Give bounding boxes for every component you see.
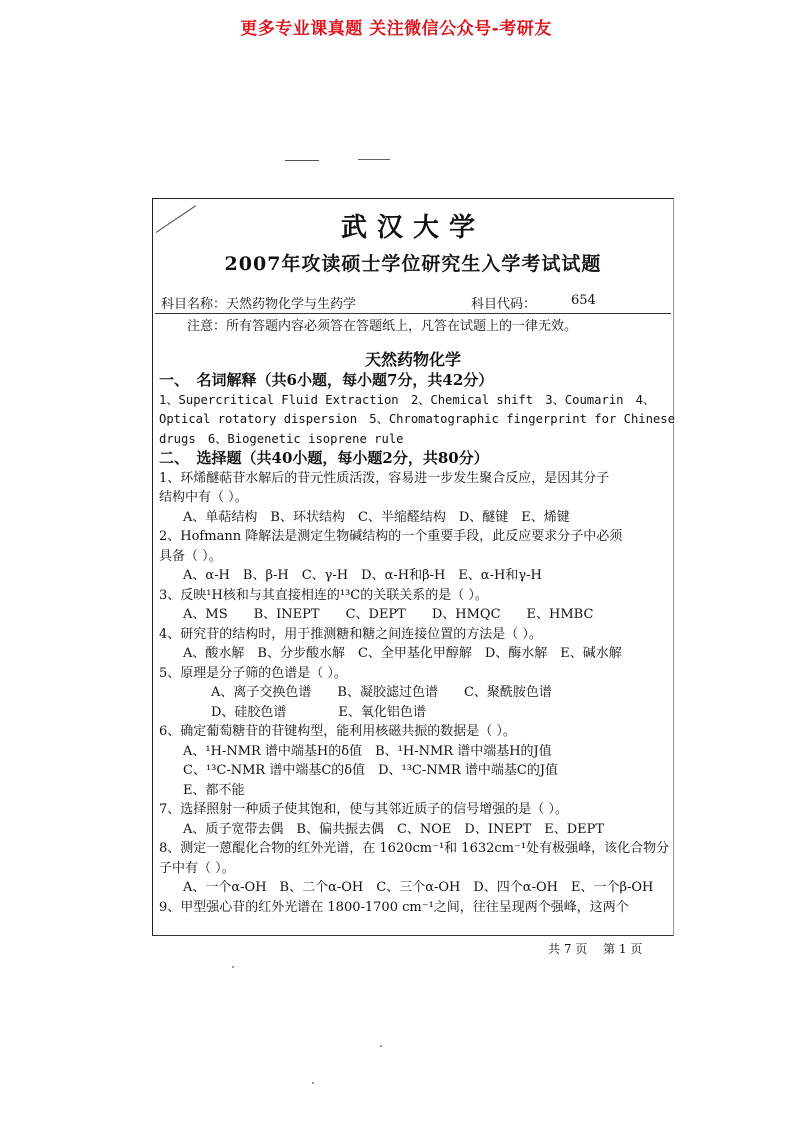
question-options: A、单萜结构 B、环状结构 C、半缩醛结构 D、醚键 E、烯键 <box>183 509 570 525</box>
question-options: C、¹³C-NMR 谱中端基C的δ值 D、¹³C-NMR 谱中端基C的J值 <box>183 763 559 778</box>
question-text: 8、测定一蒽醌化合物的红外光谱，在 1620cm⁻¹和 1632cm⁻¹处有极强峰，该化合物分 <box>159 841 670 856</box>
question-text: 1、环烯醚萜苷水解后的苷元性质活泼，容易进一步发生聚合反应，是因其分子 <box>159 470 610 486</box>
scan-speck <box>232 966 234 968</box>
subject-label: 科目名称：天然药物化学与生药学 <box>161 297 357 312</box>
question-options: A、质子宽带去偶 B、偏共振去偶 C、NOE D、INEPT E、DEPT <box>183 821 605 837</box>
question-text: 5、原理是分子筛的色谱是（ ）。 <box>159 665 347 681</box>
scan-mark <box>358 159 390 160</box>
question-content <box>159 371 675 917</box>
question-options: A、MS B、INEPT C、DEPT D、HMQC E、HMBC <box>183 607 594 622</box>
total-pages: 共 7 页 <box>548 942 588 956</box>
question-text: 4、研究苷的结构时，用于推测糖和糖之间连接位置的方法是（ ）。 <box>159 626 542 642</box>
exam-title: 2007年攻读硕士学位研究生入学考试试题 <box>224 253 602 275</box>
scan-mark <box>285 160 319 161</box>
question-options: E、都不能 <box>183 782 245 798</box>
part-title: 二、 选择题（共40小题，每小题2分，共80分） <box>159 449 489 467</box>
question-options: A、一个α-OH B、二个α-OH C、三个α-OH D、四个α-OH E、一个β-OH <box>183 880 654 895</box>
term-line: Optical rotatory dispersion 5、Chromatographic fingerprint for Chinese <box>159 412 675 426</box>
question-options: D、硅胶色谱 E、氧化铝色谱 <box>211 704 426 720</box>
part-title: 一、 名词解释（共6小题，每小题7分，共42分） <box>159 371 494 389</box>
exam-sheet <box>152 198 674 936</box>
term-line: drugs 6、Biogenetic isoprene rule <box>159 431 404 446</box>
term-line: 1、Supercritical Fluid Extraction 2、Chemical shift 3、Coumarin 4、 <box>159 392 656 407</box>
page-number: 第 1 页 <box>603 942 643 956</box>
question-text: 具备（ ）。 <box>159 548 222 564</box>
question-options: A、¹H-NMR 谱中端基H的δ值 B、¹H-NMR 谱中端基H的J值 <box>183 743 552 759</box>
question-text: 结构中有（ ）。 <box>159 490 248 505</box>
page-footer <box>548 940 642 957</box>
subject-line <box>161 293 596 312</box>
code-value: 654 <box>571 293 596 308</box>
notice: 注意：所有答题内容必须答在答题纸上，凡答在试题上的一律无效。 <box>187 319 578 334</box>
question-text: 子中有（ ）。 <box>159 860 235 876</box>
question-text: 9、甲型强心苷的红外光谱在 1800-1700 cm⁻¹之间，往往呈现两个强峰，这两个 <box>159 899 629 915</box>
question-text: 3、反映¹H核和与其直接相连的¹³C的关联关系的是（ ）。 <box>159 587 488 603</box>
question-text: 2、Hofmann 降解法是测定生物碱结构的一个重要手段，此反应要求分子中必须 <box>159 529 623 544</box>
university-name: 武汉大学 <box>340 213 485 243</box>
section-title: 天然药物化学 <box>364 350 461 369</box>
promo-banner: 更多专业课真题 关注微信公众号-考研友 <box>240 19 552 39</box>
question-options: A、酸水解 B、分步酸水解 C、全甲基化甲醇解 D、酶水解 E、碱水解 <box>183 646 622 661</box>
divider <box>155 313 671 314</box>
question-options: A、α-H B、β-H C、γ-H D、α-H和β-H E、α-H和γ-H <box>183 568 542 583</box>
code-label: 科目代码： <box>471 297 537 312</box>
question-text: 6、确定葡萄糖苷的苷键构型，能利用核磁共振的数据是（ ）。 <box>159 724 516 739</box>
question-text: 7、选择照射一种质子使其饱和，使与其邻近质子的信号增强的是（ ）。 <box>159 802 568 817</box>
scan-speck <box>380 1045 382 1047</box>
question-options: A、离子交换色谱 B、凝胶滤过色谱 C、聚酰胺色谱 <box>211 685 552 700</box>
scan-speck <box>312 1082 314 1084</box>
